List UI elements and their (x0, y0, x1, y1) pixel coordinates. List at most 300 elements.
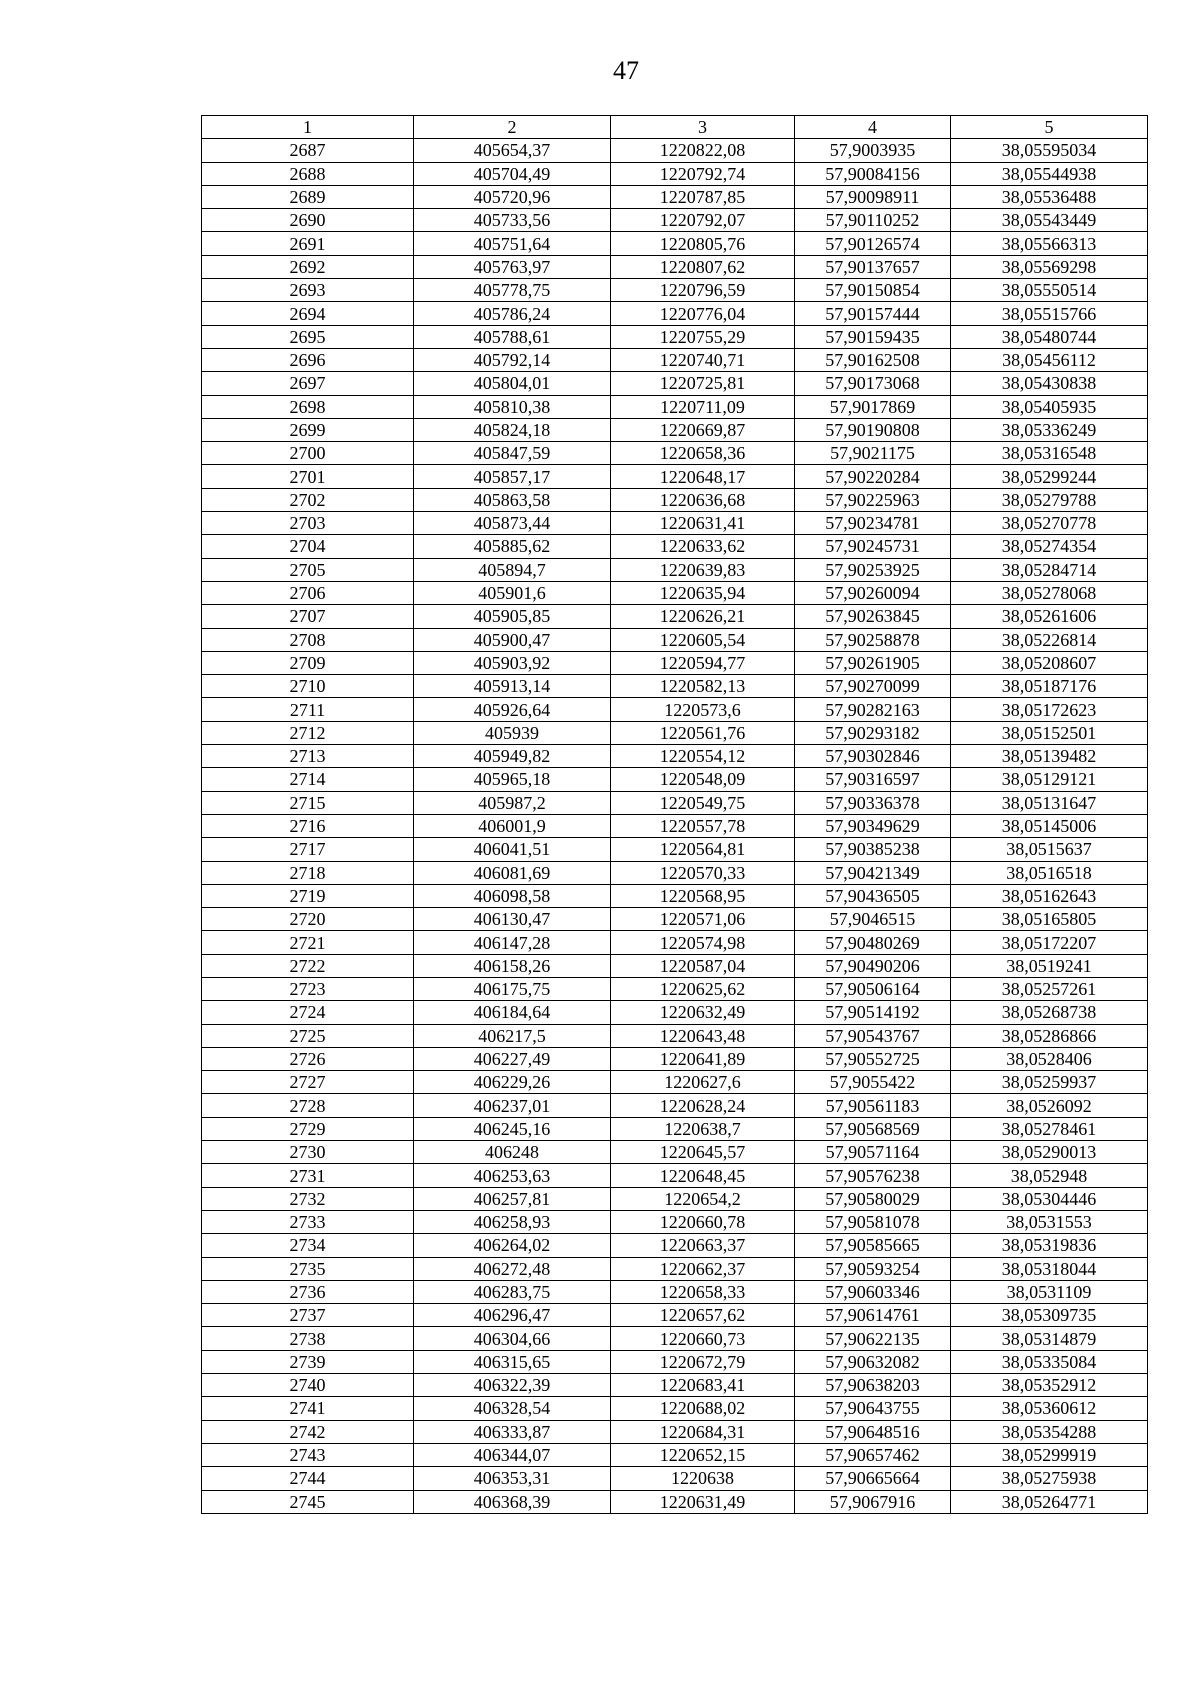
column-header: 1 (202, 116, 414, 139)
y-coordinate-cell: 1220643,48 (611, 1024, 795, 1047)
table-row (202, 302, 1148, 325)
longitude-cell: 38,05319836 (951, 1234, 1148, 1257)
point-number-cell: 2688 (202, 162, 414, 185)
point-number-cell: 2703 (202, 512, 414, 535)
point-number-cell: 2687 (202, 139, 414, 162)
x-coordinate-cell: 406257,81 (414, 1187, 611, 1210)
longitude-cell: 38,05129121 (951, 768, 1148, 791)
longitude-cell: 38,05543449 (951, 209, 1148, 232)
table-row (202, 255, 1148, 278)
point-number-cell: 2732 (202, 1187, 414, 1210)
latitude-cell: 57,90110252 (795, 209, 951, 232)
longitude-cell: 38,05162643 (951, 884, 1148, 907)
point-number-cell: 2713 (202, 745, 414, 768)
table-row (202, 1257, 1148, 1280)
latitude-cell: 57,90480269 (795, 931, 951, 954)
x-coordinate-cell: 406368,39 (414, 1490, 611, 1513)
longitude-cell: 38,05515766 (951, 302, 1148, 325)
latitude-cell: 57,90260094 (795, 581, 951, 604)
x-coordinate-cell: 406296,47 (414, 1304, 611, 1327)
y-coordinate-cell: 1220571,06 (611, 908, 795, 931)
longitude-cell: 38,05430838 (951, 372, 1148, 395)
longitude-cell: 38,05278068 (951, 581, 1148, 604)
table-row (202, 1024, 1148, 1047)
y-coordinate-cell: 1220688,02 (611, 1397, 795, 1420)
y-coordinate-cell: 1220633,62 (611, 535, 795, 558)
y-coordinate-cell: 1220684,31 (611, 1420, 795, 1443)
y-coordinate-cell: 1220805,76 (611, 232, 795, 255)
x-coordinate-cell: 406158,26 (414, 954, 611, 977)
point-number-cell: 2710 (202, 675, 414, 698)
y-coordinate-cell: 1220635,94 (611, 581, 795, 604)
longitude-cell: 38,05172623 (951, 698, 1148, 721)
point-number-cell: 2731 (202, 1164, 414, 1187)
point-number-cell: 2695 (202, 325, 414, 348)
latitude-cell: 57,90098911 (795, 185, 951, 208)
x-coordinate-cell: 405720,96 (414, 185, 611, 208)
point-number-cell: 2704 (202, 535, 414, 558)
x-coordinate-cell: 405786,24 (414, 302, 611, 325)
longitude-cell: 38,0515637 (951, 838, 1148, 861)
y-coordinate-cell: 1220626,21 (611, 605, 795, 628)
latitude-cell: 57,90580029 (795, 1187, 951, 1210)
table-body (202, 139, 1148, 1514)
table-row (202, 232, 1148, 255)
point-number-cell: 2709 (202, 651, 414, 674)
longitude-cell: 38,05286866 (951, 1024, 1148, 1047)
table-row (202, 465, 1148, 488)
y-coordinate-cell: 1220631,41 (611, 512, 795, 535)
latitude-cell: 57,90622135 (795, 1327, 951, 1350)
latitude-cell: 57,90593254 (795, 1257, 951, 1280)
table-row (202, 1397, 1148, 1420)
table-row (202, 745, 1148, 768)
table-row (202, 395, 1148, 418)
table-row (202, 209, 1148, 232)
y-coordinate-cell: 1220792,07 (611, 209, 795, 232)
point-number-cell: 2734 (202, 1234, 414, 1257)
latitude-cell: 57,90162508 (795, 348, 951, 371)
latitude-cell: 57,90648516 (795, 1420, 951, 1443)
table-row (202, 1304, 1148, 1327)
table-row (202, 348, 1148, 371)
y-coordinate-cell: 1220658,33 (611, 1280, 795, 1303)
longitude-cell: 38,05536488 (951, 185, 1148, 208)
x-coordinate-cell: 406217,5 (414, 1024, 611, 1047)
x-coordinate-cell: 406184,64 (414, 1001, 611, 1024)
longitude-cell: 38,05226814 (951, 628, 1148, 651)
longitude-cell: 38,052948 (951, 1164, 1148, 1187)
longitude-cell: 38,05566313 (951, 232, 1148, 255)
y-coordinate-cell: 1220740,71 (611, 348, 795, 371)
latitude-cell: 57,9021175 (795, 442, 951, 465)
table-row (202, 1071, 1148, 1094)
longitude-cell: 38,05299919 (951, 1443, 1148, 1466)
x-coordinate-cell: 405903,92 (414, 651, 611, 674)
table-row (202, 675, 1148, 698)
table-row (202, 884, 1148, 907)
point-number-cell: 2742 (202, 1420, 414, 1443)
table-row (202, 768, 1148, 791)
longitude-cell: 38,0519241 (951, 954, 1148, 977)
point-number-cell: 2700 (202, 442, 414, 465)
point-number-cell: 2690 (202, 209, 414, 232)
table-row (202, 721, 1148, 744)
latitude-cell: 57,90220284 (795, 465, 951, 488)
point-number-cell: 2720 (202, 908, 414, 931)
x-coordinate-cell: 405824,18 (414, 418, 611, 441)
longitude-cell: 38,05279788 (951, 488, 1148, 511)
table-row (202, 1280, 1148, 1303)
table-row (202, 1234, 1148, 1257)
longitude-cell: 38,05405935 (951, 395, 1148, 418)
y-coordinate-cell: 1220660,78 (611, 1210, 795, 1233)
latitude-cell: 57,90190808 (795, 418, 951, 441)
longitude-cell: 38,05275938 (951, 1467, 1148, 1490)
point-number-cell: 2739 (202, 1350, 414, 1373)
x-coordinate-cell: 405987,2 (414, 791, 611, 814)
y-coordinate-cell: 1220645,57 (611, 1141, 795, 1164)
longitude-cell: 38,05569298 (951, 255, 1148, 278)
longitude-cell: 38,05268738 (951, 1001, 1148, 1024)
x-coordinate-cell: 406272,48 (414, 1257, 611, 1280)
y-coordinate-cell: 1220573,6 (611, 698, 795, 721)
table-row (202, 698, 1148, 721)
longitude-cell: 38,05284714 (951, 558, 1148, 581)
latitude-cell: 57,90581078 (795, 1210, 951, 1233)
point-number-cell: 2741 (202, 1397, 414, 1420)
longitude-cell: 38,0528406 (951, 1047, 1148, 1070)
point-number-cell: 2726 (202, 1047, 414, 1070)
y-coordinate-cell: 1220582,13 (611, 675, 795, 698)
point-number-cell: 2745 (202, 1490, 414, 1513)
column-header: 5 (951, 116, 1148, 139)
x-coordinate-cell: 405913,14 (414, 675, 611, 698)
longitude-cell: 38,05257261 (951, 977, 1148, 1000)
x-coordinate-cell: 405788,61 (414, 325, 611, 348)
y-coordinate-cell: 1220570,33 (611, 861, 795, 884)
point-number-cell: 2724 (202, 1001, 414, 1024)
table-row (202, 814, 1148, 837)
y-coordinate-cell: 1220648,17 (611, 465, 795, 488)
x-coordinate-cell: 406322,39 (414, 1374, 611, 1397)
table-row (202, 954, 1148, 977)
table-row (202, 1210, 1148, 1233)
point-number-cell: 2701 (202, 465, 414, 488)
latitude-cell: 57,90543767 (795, 1024, 951, 1047)
latitude-cell: 57,90234781 (795, 512, 951, 535)
table-row (202, 418, 1148, 441)
table-row (202, 162, 1148, 185)
column-header: 3 (611, 116, 795, 139)
table-row (202, 139, 1148, 162)
table-row (202, 581, 1148, 604)
latitude-cell: 57,90270099 (795, 675, 951, 698)
latitude-cell: 57,90150854 (795, 279, 951, 302)
x-coordinate-cell: 406081,69 (414, 861, 611, 884)
latitude-cell: 57,90253925 (795, 558, 951, 581)
y-coordinate-cell: 1220554,12 (611, 745, 795, 768)
latitude-cell: 57,9055422 (795, 1071, 951, 1094)
point-number-cell: 2722 (202, 954, 414, 977)
table-row (202, 279, 1148, 302)
x-coordinate-cell: 405792,14 (414, 348, 611, 371)
y-coordinate-cell: 1220660,73 (611, 1327, 795, 1350)
point-number-cell: 2717 (202, 838, 414, 861)
longitude-cell: 38,05145006 (951, 814, 1148, 837)
x-coordinate-cell: 406264,02 (414, 1234, 611, 1257)
latitude-cell: 57,90173068 (795, 372, 951, 395)
latitude-cell: 57,9017869 (795, 395, 951, 418)
table-row (202, 372, 1148, 395)
x-coordinate-cell: 406344,07 (414, 1443, 611, 1466)
longitude-cell: 38,05595034 (951, 139, 1148, 162)
coordinates-table (201, 115, 1148, 1514)
point-number-cell: 2692 (202, 255, 414, 278)
point-number-cell: 2694 (202, 302, 414, 325)
x-coordinate-cell: 405733,56 (414, 209, 611, 232)
longitude-cell: 38,05544938 (951, 162, 1148, 185)
point-number-cell: 2714 (202, 768, 414, 791)
x-coordinate-cell: 405900,47 (414, 628, 611, 651)
x-coordinate-cell: 405857,17 (414, 465, 611, 488)
y-coordinate-cell: 1220587,04 (611, 954, 795, 977)
point-number-cell: 2699 (202, 418, 414, 441)
latitude-cell: 57,90385238 (795, 838, 951, 861)
point-number-cell: 2691 (202, 232, 414, 255)
point-number-cell: 2705 (202, 558, 414, 581)
latitude-cell: 57,90568569 (795, 1117, 951, 1140)
table-row (202, 1374, 1148, 1397)
longitude-cell: 38,05165805 (951, 908, 1148, 931)
y-coordinate-cell: 1220605,54 (611, 628, 795, 651)
x-coordinate-cell: 406253,63 (414, 1164, 611, 1187)
point-number-cell: 2727 (202, 1071, 414, 1094)
x-coordinate-cell: 405894,7 (414, 558, 611, 581)
latitude-cell: 57,90302846 (795, 745, 951, 768)
x-coordinate-cell: 406175,75 (414, 977, 611, 1000)
y-coordinate-cell: 1220672,79 (611, 1350, 795, 1373)
longitude-cell: 38,05259937 (951, 1071, 1148, 1094)
point-number-cell: 2725 (202, 1024, 414, 1047)
table-row (202, 1001, 1148, 1024)
point-number-cell: 2738 (202, 1327, 414, 1350)
latitude-cell: 57,90225963 (795, 488, 951, 511)
x-coordinate-cell: 405939 (414, 721, 611, 744)
y-coordinate-cell: 1220787,85 (611, 185, 795, 208)
y-coordinate-cell: 1220725,81 (611, 372, 795, 395)
point-number-cell: 2736 (202, 1280, 414, 1303)
table-header-row (202, 116, 1148, 139)
x-coordinate-cell: 405965,18 (414, 768, 611, 791)
longitude-cell: 38,05152501 (951, 721, 1148, 744)
y-coordinate-cell: 1220548,09 (611, 768, 795, 791)
point-number-cell: 2723 (202, 977, 414, 1000)
point-number-cell: 2697 (202, 372, 414, 395)
table-row (202, 325, 1148, 348)
table-row (202, 1117, 1148, 1140)
x-coordinate-cell: 405863,58 (414, 488, 611, 511)
latitude-cell: 57,90603346 (795, 1280, 951, 1303)
point-number-cell: 2730 (202, 1141, 414, 1164)
table-row (202, 931, 1148, 954)
x-coordinate-cell: 405751,64 (414, 232, 611, 255)
table-row (202, 1443, 1148, 1466)
longitude-cell: 38,05309735 (951, 1304, 1148, 1327)
y-coordinate-cell: 1220627,6 (611, 1071, 795, 1094)
x-coordinate-cell: 406229,26 (414, 1071, 611, 1094)
x-coordinate-cell: 406237,01 (414, 1094, 611, 1117)
table-row (202, 1047, 1148, 1070)
longitude-cell: 38,0516518 (951, 861, 1148, 884)
y-coordinate-cell: 1220561,76 (611, 721, 795, 744)
y-coordinate-cell: 1220631,49 (611, 1490, 795, 1513)
table-row (202, 838, 1148, 861)
x-coordinate-cell: 405804,01 (414, 372, 611, 395)
page-number: 47 (613, 56, 639, 85)
y-coordinate-cell: 1220636,68 (611, 488, 795, 511)
y-coordinate-cell: 1220594,77 (611, 651, 795, 674)
longitude-cell: 38,05270778 (951, 512, 1148, 535)
latitude-cell: 57,90552725 (795, 1047, 951, 1070)
table-row (202, 908, 1148, 931)
longitude-cell: 38,05187176 (951, 675, 1148, 698)
y-coordinate-cell: 1220654,2 (611, 1187, 795, 1210)
table-row (202, 1327, 1148, 1350)
longitude-cell: 38,05360612 (951, 1397, 1148, 1420)
longitude-cell: 38,05550514 (951, 279, 1148, 302)
point-number-cell: 2716 (202, 814, 414, 837)
latitude-cell: 57,90506164 (795, 977, 951, 1000)
longitude-cell: 38,05264771 (951, 1490, 1148, 1513)
latitude-cell: 57,90576238 (795, 1164, 951, 1187)
x-coordinate-cell: 405873,44 (414, 512, 611, 535)
longitude-cell: 38,05354288 (951, 1420, 1148, 1443)
y-coordinate-cell: 1220632,49 (611, 1001, 795, 1024)
latitude-cell: 57,90665664 (795, 1467, 951, 1490)
x-coordinate-cell: 406304,66 (414, 1327, 611, 1350)
latitude-cell: 57,90258878 (795, 628, 951, 651)
longitude-cell: 38,05316548 (951, 442, 1148, 465)
y-coordinate-cell: 1220625,62 (611, 977, 795, 1000)
x-coordinate-cell: 405885,62 (414, 535, 611, 558)
point-number-cell: 2718 (202, 861, 414, 884)
latitude-cell: 57,90126574 (795, 232, 951, 255)
longitude-cell: 38,05131647 (951, 791, 1148, 814)
longitude-cell: 38,05336249 (951, 418, 1148, 441)
x-coordinate-cell: 406333,87 (414, 1420, 611, 1443)
point-number-cell: 2711 (202, 698, 414, 721)
table-row (202, 558, 1148, 581)
latitude-cell: 57,90561183 (795, 1094, 951, 1117)
x-coordinate-cell: 406328,54 (414, 1397, 611, 1420)
point-number-cell: 2693 (202, 279, 414, 302)
point-number-cell: 2712 (202, 721, 414, 744)
table-row (202, 1164, 1148, 1187)
latitude-cell: 57,90490206 (795, 954, 951, 977)
y-coordinate-cell: 1220652,15 (611, 1443, 795, 1466)
table-row (202, 791, 1148, 814)
latitude-cell: 57,90263845 (795, 605, 951, 628)
latitude-cell: 57,90282163 (795, 698, 951, 721)
latitude-cell: 57,90157444 (795, 302, 951, 325)
table-row (202, 605, 1148, 628)
y-coordinate-cell: 1220683,41 (611, 1374, 795, 1397)
point-number-cell: 2706 (202, 581, 414, 604)
longitude-cell: 38,05318044 (951, 1257, 1148, 1280)
y-coordinate-cell: 1220658,36 (611, 442, 795, 465)
longitude-cell: 38,05290013 (951, 1141, 1148, 1164)
y-coordinate-cell: 1220755,29 (611, 325, 795, 348)
x-coordinate-cell: 406227,49 (414, 1047, 611, 1070)
y-coordinate-cell: 1220638 (611, 1467, 795, 1490)
x-coordinate-cell: 406041,51 (414, 838, 611, 861)
y-coordinate-cell: 1220792,74 (611, 162, 795, 185)
table-row (202, 1467, 1148, 1490)
longitude-cell: 38,0531109 (951, 1280, 1148, 1303)
point-number-cell: 2721 (202, 931, 414, 954)
longitude-cell: 38,05352912 (951, 1374, 1148, 1397)
latitude-cell: 57,90638203 (795, 1374, 951, 1397)
latitude-cell: 57,90336378 (795, 791, 951, 814)
x-coordinate-cell: 405949,82 (414, 745, 611, 768)
table-row (202, 512, 1148, 535)
x-coordinate-cell: 406258,93 (414, 1210, 611, 1233)
point-number-cell: 2696 (202, 348, 414, 371)
latitude-cell: 57,90657462 (795, 1443, 951, 1466)
table-row (202, 861, 1148, 884)
y-coordinate-cell: 1220638,7 (611, 1117, 795, 1140)
point-number-cell: 2719 (202, 884, 414, 907)
column-header: 2 (414, 116, 611, 139)
y-coordinate-cell: 1220657,62 (611, 1304, 795, 1327)
latitude-cell: 57,90514192 (795, 1001, 951, 1024)
latitude-cell: 57,90349629 (795, 814, 951, 837)
x-coordinate-cell: 405704,49 (414, 162, 611, 185)
y-coordinate-cell: 1220822,08 (611, 139, 795, 162)
x-coordinate-cell: 406315,65 (414, 1350, 611, 1373)
latitude-cell: 57,9046515 (795, 908, 951, 931)
latitude-cell: 57,90084156 (795, 162, 951, 185)
latitude-cell: 57,90159435 (795, 325, 951, 348)
longitude-cell: 38,05335084 (951, 1350, 1148, 1373)
longitude-cell: 38,05304446 (951, 1187, 1148, 1210)
table-row (202, 185, 1148, 208)
x-coordinate-cell: 406130,47 (414, 908, 611, 931)
longitude-cell: 38,05278461 (951, 1117, 1148, 1140)
latitude-cell: 57,90316597 (795, 768, 951, 791)
table-row (202, 535, 1148, 558)
latitude-cell: 57,90614761 (795, 1304, 951, 1327)
longitude-cell: 38,05299244 (951, 465, 1148, 488)
table-row (202, 651, 1148, 674)
x-coordinate-cell: 405763,97 (414, 255, 611, 278)
point-number-cell: 2689 (202, 185, 414, 208)
latitude-cell: 57,90643755 (795, 1397, 951, 1420)
x-coordinate-cell: 406098,58 (414, 884, 611, 907)
latitude-cell: 57,90436505 (795, 884, 951, 907)
longitude-cell: 38,0526092 (951, 1094, 1148, 1117)
point-number-cell: 2744 (202, 1467, 414, 1490)
latitude-cell: 57,90137657 (795, 255, 951, 278)
y-coordinate-cell: 1220807,62 (611, 255, 795, 278)
x-coordinate-cell: 405901,6 (414, 581, 611, 604)
longitude-cell: 38,0531553 (951, 1210, 1148, 1233)
point-number-cell: 2729 (202, 1117, 414, 1140)
x-coordinate-cell: 406353,31 (414, 1467, 611, 1490)
latitude-cell: 57,9003935 (795, 139, 951, 162)
table-row (202, 1141, 1148, 1164)
